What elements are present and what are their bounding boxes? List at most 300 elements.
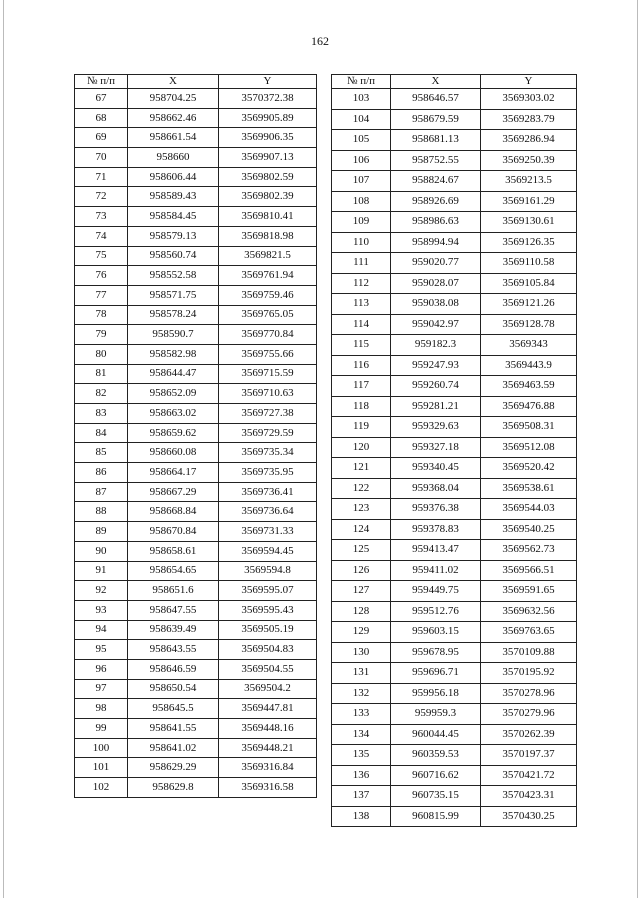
cell-number: 77: [75, 285, 128, 305]
cell-y: 3569715.59: [219, 364, 317, 384]
column-header-x: X: [391, 75, 481, 89]
table-row: [75, 344, 317, 364]
cell-y: 3569595.43: [219, 600, 317, 620]
cell-x: 958641.02: [128, 738, 219, 758]
cell-x: 958643.55: [128, 640, 219, 660]
cell-number: 117: [332, 376, 391, 397]
cell-x: 959281.21: [391, 396, 481, 417]
scan-edge-left: [3, 0, 4, 898]
cell-x: 958824.67: [391, 171, 481, 192]
table-row: [75, 285, 317, 305]
cell-x: 959327.18: [391, 437, 481, 458]
cell-x: 959340.45: [391, 458, 481, 479]
cell-y: 3569765.05: [219, 305, 317, 325]
cell-x: 958670.84: [128, 522, 219, 542]
column-header-number: № п/п: [75, 75, 128, 89]
cell-x: 959696.71: [391, 663, 481, 684]
cell-x: 959329.63: [391, 417, 481, 438]
cell-x: 958629.29: [128, 758, 219, 778]
cell-y: 3569283.79: [481, 109, 577, 130]
table-header-row: [332, 75, 577, 89]
cell-y: 3569802.39: [219, 187, 317, 207]
cell-number: 80: [75, 344, 128, 364]
cell-y: 3569810.41: [219, 207, 317, 227]
cell-x: 959247.93: [391, 355, 481, 376]
cell-x: 959678.95: [391, 642, 481, 663]
table-row: [75, 384, 317, 404]
cell-y: 3569907.13: [219, 148, 317, 168]
cell-y: 3569463.59: [481, 376, 577, 397]
table-row: [75, 778, 317, 798]
cell-number: 89: [75, 522, 128, 542]
cell-x: 958629.8: [128, 778, 219, 798]
cell-x: 959042.97: [391, 314, 481, 335]
cell-x: 960735.15: [391, 786, 481, 807]
cell-y: 3569540.25: [481, 519, 577, 540]
cell-x: 958571.75: [128, 285, 219, 305]
cell-number: 135: [332, 745, 391, 766]
cell-x: 958664.17: [128, 463, 219, 483]
table-row: [332, 806, 577, 827]
table-row: [75, 738, 317, 758]
page-number: 162: [311, 34, 329, 48]
cell-x: 958651.6: [128, 581, 219, 601]
cell-y: 3569755.66: [219, 344, 317, 364]
table-row: [75, 463, 317, 483]
cell-x: 958679.59: [391, 109, 481, 130]
cell-x: 958589.43: [128, 187, 219, 207]
table-row: [332, 191, 577, 212]
cell-x: 959378.83: [391, 519, 481, 540]
cell-x: 958752.55: [391, 150, 481, 171]
cell-number: 69: [75, 128, 128, 148]
cell-y: 3569770.84: [219, 325, 317, 345]
table-row: [332, 355, 577, 376]
table-row: [75, 758, 317, 778]
table-row: [75, 108, 317, 128]
cell-y: 3569105.84: [481, 273, 577, 294]
cell-x: 958986.63: [391, 212, 481, 233]
cell-number: 129: [332, 622, 391, 643]
table-row: [332, 642, 577, 663]
cell-x: 958646.57: [391, 89, 481, 110]
table-row: [332, 89, 577, 110]
cell-y: 3569520.42: [481, 458, 577, 479]
cell-y: 3570430.25: [481, 806, 577, 827]
cell-x: 960044.45: [391, 724, 481, 745]
table-row: [75, 246, 317, 266]
cell-number: 120: [332, 437, 391, 458]
table-row: [332, 560, 577, 581]
cell-y: 3569538.61: [481, 478, 577, 499]
cell-x: 958641.55: [128, 719, 219, 739]
table-row: [332, 396, 577, 417]
cell-y: 3569802.59: [219, 167, 317, 187]
cell-y: 3569286.94: [481, 130, 577, 151]
cell-y: 3569121.26: [481, 294, 577, 315]
cell-y: 3569906.35: [219, 128, 317, 148]
cell-number: 71: [75, 167, 128, 187]
cell-number: 130: [332, 642, 391, 663]
cell-x: 958647.55: [128, 600, 219, 620]
column-header-x: X: [128, 75, 219, 89]
cell-y: 3569591.65: [481, 581, 577, 602]
table-row: [332, 786, 577, 807]
cell-number: 134: [332, 724, 391, 745]
cell-y: 3569735.95: [219, 463, 317, 483]
cell-y: 3569729.59: [219, 423, 317, 443]
cell-x: 958681.13: [391, 130, 481, 151]
cell-x: 959449.75: [391, 581, 481, 602]
table-row: [332, 150, 577, 171]
cell-x: 958645.5: [128, 699, 219, 719]
cell-number: 74: [75, 226, 128, 246]
cell-y: 3570109.88: [481, 642, 577, 663]
cell-number: 94: [75, 620, 128, 640]
scan-edge-right: [637, 0, 638, 898]
table-row: [332, 130, 577, 151]
cell-number: 99: [75, 719, 128, 739]
cell-y: 3569821.5: [219, 246, 317, 266]
cell-number: 122: [332, 478, 391, 499]
cell-number: 128: [332, 601, 391, 622]
table-row: [332, 109, 577, 130]
cell-x: 959260.74: [391, 376, 481, 397]
cell-number: 100: [75, 738, 128, 758]
cell-number: 119: [332, 417, 391, 438]
table-row: [75, 541, 317, 561]
cell-x: 958994.94: [391, 232, 481, 253]
cell-x: 958704.25: [128, 89, 219, 109]
cell-x: 958658.61: [128, 541, 219, 561]
cell-number: 103: [332, 89, 391, 110]
cell-number: 137: [332, 786, 391, 807]
cell-x: 958668.84: [128, 502, 219, 522]
cell-number: 131: [332, 663, 391, 684]
cell-number: 73: [75, 207, 128, 227]
table-row: [75, 719, 317, 739]
cell-x: 958660: [128, 148, 219, 168]
table-row: [332, 540, 577, 561]
cell-number: 136: [332, 765, 391, 786]
cell-number: 67: [75, 89, 128, 109]
table-row: [75, 167, 317, 187]
table-row: [332, 683, 577, 704]
table-row: [332, 335, 577, 356]
cell-x: 959368.04: [391, 478, 481, 499]
cell-y: 3569566.51: [481, 560, 577, 581]
table-row: [75, 423, 317, 443]
cell-number: 91: [75, 561, 128, 581]
cell-number: 75: [75, 246, 128, 266]
cell-x: 958667.29: [128, 482, 219, 502]
cell-x: 960359.53: [391, 745, 481, 766]
table-row: [75, 207, 317, 227]
table-row: [75, 620, 317, 640]
cell-y: 3569727.38: [219, 404, 317, 424]
cell-number: 81: [75, 364, 128, 384]
cell-x: 958659.62: [128, 423, 219, 443]
cell-number: 127: [332, 581, 391, 602]
cell-number: 112: [332, 273, 391, 294]
cell-number: 108: [332, 191, 391, 212]
cell-y: 3569595.07: [219, 581, 317, 601]
coordinates-table-left: [74, 74, 317, 798]
table-row: [332, 417, 577, 438]
cell-x: 958639.49: [128, 620, 219, 640]
cell-x: 959512.76: [391, 601, 481, 622]
cell-x: 959038.08: [391, 294, 481, 315]
cell-y: 3569763.65: [481, 622, 577, 643]
cell-number: 107: [332, 171, 391, 192]
cell-x: 959020.77: [391, 253, 481, 274]
cell-number: 102: [75, 778, 128, 798]
cell-y: 3570421.72: [481, 765, 577, 786]
table-row: [332, 724, 577, 745]
cell-y: 3570197.37: [481, 745, 577, 766]
cell-y: 3570372.38: [219, 89, 317, 109]
table-row: [75, 482, 317, 502]
coordinates-table-right: [331, 74, 577, 827]
cell-y: 3569130.61: [481, 212, 577, 233]
cell-y: 3569110.58: [481, 253, 577, 274]
cell-number: 93: [75, 600, 128, 620]
cell-y: 3570195.92: [481, 663, 577, 684]
table-row: [75, 364, 317, 384]
cell-y: 3569731.33: [219, 522, 317, 542]
cell-x: 960815.99: [391, 806, 481, 827]
cell-y: 3569316.84: [219, 758, 317, 778]
cell-number: 113: [332, 294, 391, 315]
table-row: [332, 376, 577, 397]
table-row: [332, 745, 577, 766]
cell-number: 126: [332, 560, 391, 581]
cell-x: 959182.3: [391, 335, 481, 356]
table-row: [75, 679, 317, 699]
cell-number: 96: [75, 659, 128, 679]
table-row: [332, 437, 577, 458]
cell-y: 3569303.02: [481, 89, 577, 110]
cell-number: 105: [332, 130, 391, 151]
table-row: [332, 601, 577, 622]
table-row: [332, 458, 577, 479]
cell-x: 958590.7: [128, 325, 219, 345]
cell-y: 3569447.81: [219, 699, 317, 719]
cell-number: 78: [75, 305, 128, 325]
cell-number: 138: [332, 806, 391, 827]
cell-x: 959376.38: [391, 499, 481, 520]
column-header-number: № п/п: [332, 75, 391, 89]
cell-x: 958644.47: [128, 364, 219, 384]
cell-x: 959959.3: [391, 704, 481, 725]
table-row: [75, 266, 317, 286]
cell-x: 958606.44: [128, 167, 219, 187]
cell-x: 958646.59: [128, 659, 219, 679]
column-header-y: Y: [481, 75, 577, 89]
cell-y: 3569443.9: [481, 355, 577, 376]
cell-x: 958560.74: [128, 246, 219, 266]
cell-number: 101: [75, 758, 128, 778]
cell-number: 87: [75, 482, 128, 502]
table-row: [332, 171, 577, 192]
cell-number: 118: [332, 396, 391, 417]
cell-y: 3569905.89: [219, 108, 317, 128]
cell-number: 97: [75, 679, 128, 699]
table-row: [332, 704, 577, 725]
cell-number: 114: [332, 314, 391, 335]
table-row: [75, 325, 317, 345]
cell-y: 3570278.96: [481, 683, 577, 704]
cell-x: 958582.98: [128, 344, 219, 364]
table-row: [75, 148, 317, 168]
cell-x: 958654.65: [128, 561, 219, 581]
cell-number: 116: [332, 355, 391, 376]
cell-x: 960716.62: [391, 765, 481, 786]
cell-y: 3569504.2: [219, 679, 317, 699]
cell-y: 3569448.16: [219, 719, 317, 739]
table-row: [75, 522, 317, 542]
cell-y: 3570279.96: [481, 704, 577, 725]
cell-y: 3569735.34: [219, 443, 317, 463]
cell-y: 3569128.78: [481, 314, 577, 335]
cell-y: 3569448.21: [219, 738, 317, 758]
cell-number: 70: [75, 148, 128, 168]
cell-number: 72: [75, 187, 128, 207]
table-row: [75, 443, 317, 463]
table-header-row: [75, 75, 317, 89]
cell-x: 958660.08: [128, 443, 219, 463]
cell-number: 133: [332, 704, 391, 725]
table-row: [332, 765, 577, 786]
cell-number: 123: [332, 499, 391, 520]
table-row: [75, 89, 317, 109]
cell-y: 3569250.39: [481, 150, 577, 171]
cell-number: 109: [332, 212, 391, 233]
cell-x: 958584.45: [128, 207, 219, 227]
cell-x: 958579.13: [128, 226, 219, 246]
cell-x: 958661.54: [128, 128, 219, 148]
table-row: [75, 581, 317, 601]
table-row: [75, 561, 317, 581]
table-row: [332, 232, 577, 253]
table-row: [75, 699, 317, 719]
cell-y: 3569343: [481, 335, 577, 356]
cell-y: 3569736.64: [219, 502, 317, 522]
cell-y: 3569761.94: [219, 266, 317, 286]
cell-x: 959028.07: [391, 273, 481, 294]
table-row: [75, 187, 317, 207]
cell-y: 3569759.46: [219, 285, 317, 305]
cell-x: 958552.58: [128, 266, 219, 286]
cell-x: 958578.24: [128, 305, 219, 325]
cell-y: 3569632.56: [481, 601, 577, 622]
cell-y: 3569710.63: [219, 384, 317, 404]
cell-x: 958663.02: [128, 404, 219, 424]
cell-y: 3569126.35: [481, 232, 577, 253]
cell-number: 83: [75, 404, 128, 424]
cell-number: 115: [332, 335, 391, 356]
cell-number: 88: [75, 502, 128, 522]
cell-number: 79: [75, 325, 128, 345]
cell-number: 84: [75, 423, 128, 443]
cell-number: 110: [332, 232, 391, 253]
cell-y: 3569594.8: [219, 561, 317, 581]
cell-number: 95: [75, 640, 128, 660]
cell-x: 958926.69: [391, 191, 481, 212]
cell-y: 3569544.03: [481, 499, 577, 520]
cell-number: 85: [75, 443, 128, 463]
table-row: [332, 499, 577, 520]
cell-y: 3569504.83: [219, 640, 317, 660]
table-row: [332, 314, 577, 335]
cell-y: 3569316.58: [219, 778, 317, 798]
cell-y: 3569562.73: [481, 540, 577, 561]
table-row: [332, 273, 577, 294]
cell-x: 958652.09: [128, 384, 219, 404]
cell-y: 3569594.45: [219, 541, 317, 561]
column-header-y: Y: [219, 75, 317, 89]
table-row: [332, 294, 577, 315]
table-row: [332, 622, 577, 643]
cell-number: 111: [332, 253, 391, 274]
table-row: [75, 659, 317, 679]
cell-y: 3569504.55: [219, 659, 317, 679]
cell-y: 3569508.31: [481, 417, 577, 438]
table-row: [75, 502, 317, 522]
cell-y: 3569505.19: [219, 620, 317, 640]
cell-x: 959411.02: [391, 560, 481, 581]
table-row: [75, 305, 317, 325]
table-row: [75, 128, 317, 148]
cell-x: 959956.18: [391, 683, 481, 704]
cell-number: 68: [75, 108, 128, 128]
cell-number: 92: [75, 581, 128, 601]
table-row: [75, 404, 317, 424]
cell-y: 3569736.41: [219, 482, 317, 502]
cell-number: 98: [75, 699, 128, 719]
cell-x: 959413.47: [391, 540, 481, 561]
cell-number: 125: [332, 540, 391, 561]
cell-number: 90: [75, 541, 128, 561]
cell-y: 3570423.31: [481, 786, 577, 807]
cell-y: 3569512.08: [481, 437, 577, 458]
cell-number: 121: [332, 458, 391, 479]
table-row: [332, 478, 577, 499]
cell-x: 959603.15: [391, 622, 481, 643]
cell-y: 3569818.98: [219, 226, 317, 246]
table-row: [75, 226, 317, 246]
table-row: [75, 640, 317, 660]
cell-y: 3569476.88: [481, 396, 577, 417]
cell-x: 958650.54: [128, 679, 219, 699]
cell-number: 86: [75, 463, 128, 483]
cell-x: 958662.46: [128, 108, 219, 128]
table-row: [332, 253, 577, 274]
table-row: [332, 519, 577, 540]
cell-number: 76: [75, 266, 128, 286]
table-row: [332, 212, 577, 233]
cell-number: 106: [332, 150, 391, 171]
cell-y: 3570262.39: [481, 724, 577, 745]
table-row: [332, 581, 577, 602]
cell-number: 104: [332, 109, 391, 130]
cell-y: 3569213.5: [481, 171, 577, 192]
cell-y: 3569161.29: [481, 191, 577, 212]
cell-number: 82: [75, 384, 128, 404]
table-row: [332, 663, 577, 684]
cell-number: 124: [332, 519, 391, 540]
cell-number: 132: [332, 683, 391, 704]
